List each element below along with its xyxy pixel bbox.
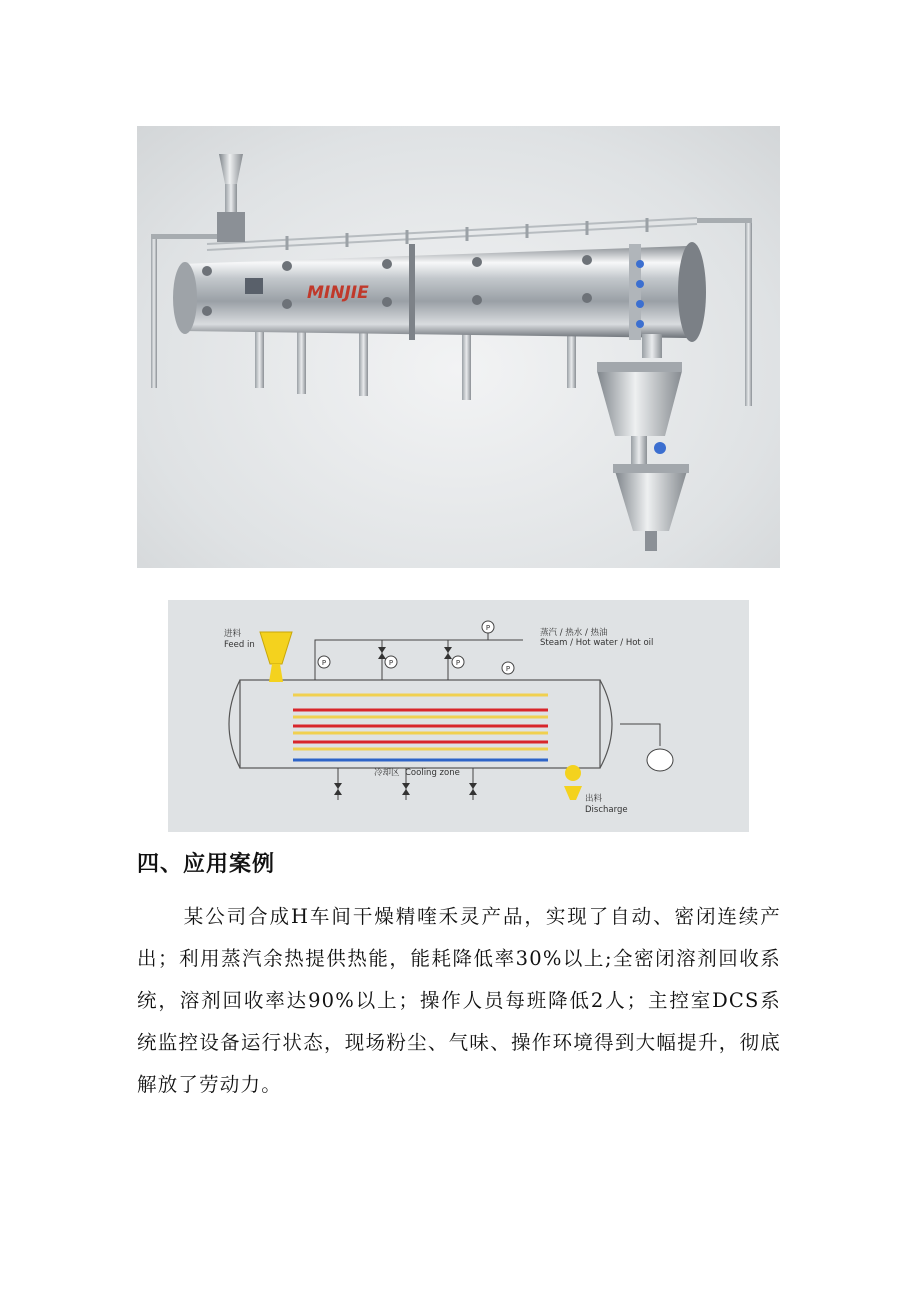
feed-label-cn: 进料 xyxy=(224,629,242,639)
svg-text:P: P xyxy=(321,659,327,667)
feed-label-en: Feed in xyxy=(224,640,255,650)
steam-label-en: Steam / Hot water / Hot oil xyxy=(540,638,654,648)
feed-hopper xyxy=(260,632,292,664)
svg-text:P: P xyxy=(388,659,394,667)
frame-post-right xyxy=(745,221,752,406)
discharge-label-en: Discharge xyxy=(585,805,628,815)
case-paragraph xyxy=(137,896,781,1106)
svg-text:P: P xyxy=(455,659,461,667)
cooling-zone-label-en: Cooling zone xyxy=(405,768,460,778)
svg-text:P: P xyxy=(505,665,511,673)
case-paragraph-text: 某公司合成H车间干燥精喹禾灵产品，实现了自动、密闭连续产出；利用蒸汽余热提供热能，能耗降低率30%以上;全密闭溶剂回收系统，溶剂回收率达90%以上；操作人员每班降低2人；主控室DCS系统监控设备运行状态，现场粉尘、气味、操作环境得到大幅提升，彻底解放了劳动力。 xyxy=(137,905,781,1096)
svg-text:P: P xyxy=(485,624,491,632)
vessel-body xyxy=(240,680,600,768)
process-diagram xyxy=(168,600,749,832)
section-heading: 四、应用案例 xyxy=(137,852,276,877)
brand-logo: MINJIE xyxy=(307,283,369,303)
frame-post-left xyxy=(151,238,157,388)
equipment-photo xyxy=(137,126,780,568)
steam-label-cn: 蒸汽 / 热水 / 热油 xyxy=(540,628,608,638)
discharge-label-cn: 出料 xyxy=(585,794,603,804)
cooling-zone-label-cn: 冷却区 xyxy=(374,768,400,778)
vacuum-pump-icon xyxy=(647,749,673,771)
